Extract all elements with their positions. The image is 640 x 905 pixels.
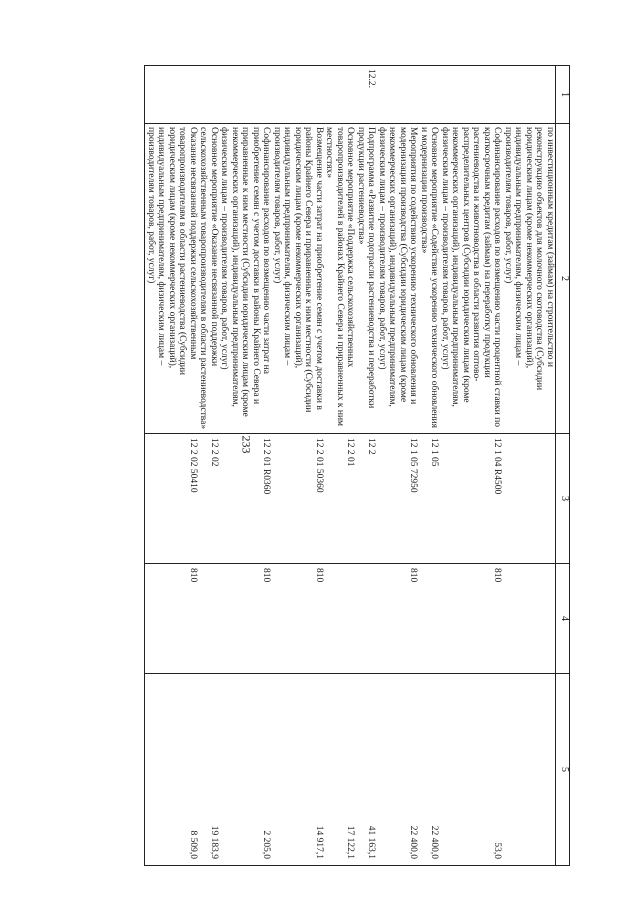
table-row — [377, 66, 419, 866]
table-row — [145, 66, 198, 866]
row-sum: 53,0 — [440, 674, 503, 866]
header-col-1: 1 — [556, 66, 570, 124]
row-name: Софинансирование расходов по возмещению части затрат на приобретение семян с учетом доставки в районы Крайнего Севера и приравненные к ним местности (Субсидии юридическим лицам (кроме некоммерческих организаций), индивидуальным предпринимателям, физическим лицам – производителям товаров, работ, услуг) — [219, 124, 272, 434]
table-header-row — [556, 66, 570, 866]
row-name: Основное мероприятие «Содействие ускорению технического обновления и модернизации производства» — [419, 124, 440, 434]
row-code: 12 2 01 R0360 — [219, 434, 272, 564]
header-col-2: 2 — [556, 124, 570, 434]
row-group: 810 — [272, 564, 325, 674]
row-sum — [503, 674, 556, 866]
header-col-4: 4 — [556, 564, 570, 674]
table-row — [219, 66, 272, 866]
row-sum: 8 509,0 — [145, 674, 198, 866]
row-name: Подпрограмма «Развитие подотрасли растениеводства и переработки продукции растениеводства» — [356, 124, 377, 434]
row-group: 810 — [219, 564, 272, 674]
row-code: 12 2 02 — [198, 434, 219, 564]
row-code: 12 2 02 50410 — [145, 434, 198, 564]
row-code: 12 1 04 R4500 — [440, 434, 503, 564]
row-number — [324, 66, 356, 124]
row-number — [440, 66, 503, 124]
row-number — [219, 66, 272, 124]
row-group: 810 — [377, 564, 419, 674]
row-code: 12 2 01 50360 — [272, 434, 325, 564]
header-col-5: 5 — [556, 674, 570, 866]
row-name: Основное мероприятие «Оказание несвязанной поддержки сельскохозяйственным товаропроизводителям в области растениеводства» — [198, 124, 219, 434]
row-number — [377, 66, 419, 124]
row-name: Возмещение части затрат на приобретение семян с учетом доставки в районы Крайнего Севера и приравненные к ним местности (Субсидии юридическим лицам (кроме некоммерческих организаций), индивидуальным предпринимателям, физическим лицам – производителям товаров, работ, услуг) — [272, 124, 325, 434]
row-code: 12 2 — [356, 434, 377, 564]
row-group: 810 — [440, 564, 503, 674]
row-group — [503, 564, 556, 674]
row-number — [503, 66, 556, 124]
row-name: Основное мероприятие «Поддержка сельскохозяйственных товаропроизводителей в районах Крайнего Севера и приравненных к ним местностях» — [324, 124, 356, 434]
row-number — [145, 66, 198, 124]
row-number — [272, 66, 325, 124]
row-sum: 17 122,1 — [324, 674, 356, 866]
table-row — [198, 66, 219, 866]
page-number: 233 — [239, 435, 254, 454]
row-sum: 22 400,0 — [377, 674, 419, 866]
budget-table-container — [70, 65, 570, 865]
table-row — [419, 66, 440, 866]
row-name: Софинансирование расходов по возмещению части процентной ставки по краткосрочным кредитам (займам) на переработку продукции растениеводства и животноводства в области развития оптово-распределительных центров (Субсидии юридическим лицам (кроме некоммерческих организаций), индивидуальным предпринимателям, физическим лицам – производителям товаров, работ, услуг) — [440, 124, 503, 434]
table-row — [440, 66, 503, 866]
row-sum: 19 183,9 — [198, 674, 219, 866]
row-number — [419, 66, 440, 124]
table-row — [272, 66, 325, 866]
header-col-3: 3 — [556, 434, 570, 564]
row-code: 12 1 05 72950 — [377, 434, 419, 564]
row-name: Мероприятия по содействию ускорению технического обновления и модернизации производства (Субсидии юридическим лицам (кроме некоммерческих организаций), индивидуальным предпринимателям, физическим лицам – производителям товаров, работ, услуг) — [377, 124, 419, 434]
row-group — [356, 564, 377, 674]
row-group — [198, 564, 219, 674]
row-sum: 2 205,0 — [219, 674, 272, 866]
row-group — [324, 564, 356, 674]
budget-table — [145, 65, 571, 866]
row-sum: 41 163,1 — [356, 674, 377, 866]
row-sum: 22 400,0 — [419, 674, 440, 866]
row-name: по инвестиционным кредитам (займам) на строительство и реконструкцию объектов для молочного скотоводства (Субсидии юридическим лицам (кроме некоммерческих организаций), индивидуальным предпринимателям, физическим лицам – производителям товаров, работ, услуг) — [503, 124, 556, 434]
row-name: Оказание несвязанной поддержки сельскохозяйственным товаропроизводителям в области растениеводства (Субсидии юридическим лицам (кроме некоммерческих организаций), индивидуальным предпринимателям, физическим лицам – производителям товаров, работ, услуг) — [145, 124, 198, 434]
row-group: 810 — [145, 564, 198, 674]
row-group — [419, 564, 440, 674]
table-row — [503, 66, 556, 866]
table-row — [324, 66, 356, 866]
row-number: 12.2. — [356, 66, 377, 124]
row-code — [503, 434, 556, 564]
row-sum: 14 917,1 — [272, 674, 325, 866]
row-code: 12 2 01 — [324, 434, 356, 564]
table-row — [356, 66, 377, 866]
row-number — [198, 66, 219, 124]
row-code: 12 1 05 — [419, 434, 440, 564]
